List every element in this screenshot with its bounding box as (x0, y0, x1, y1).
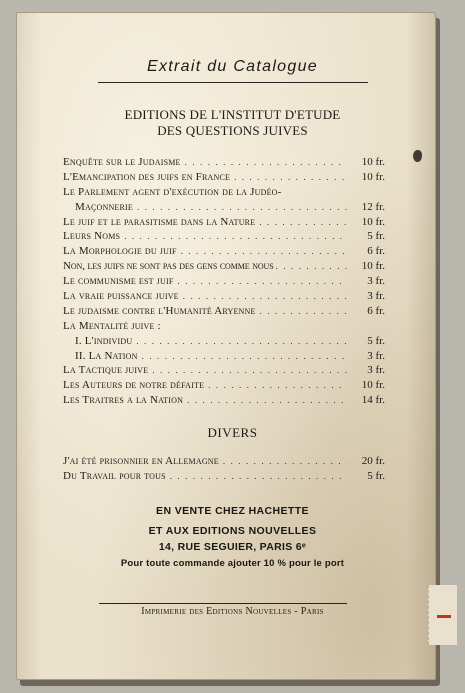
catalogue-row (63, 186, 385, 201)
catalogue-title-text: Le judaisme contre l'Humanité Aryenne (63, 304, 256, 317)
catalogue-price: 10 fr. (361, 379, 385, 392)
catalogue-row (63, 275, 385, 290)
divers-title-text: J'ai été prisonnier en Allemagne (63, 455, 219, 467)
catalogue-title: Extrait du Catalogue (147, 58, 318, 75)
catalogue-price: 5 fr. (367, 230, 385, 243)
catalogue-row (63, 320, 385, 335)
catalogue-title-text: Non, les juifs ne sont pas des gens comme nous (63, 260, 274, 273)
publisher-heading (0, 107, 465, 139)
footer-rule (99, 603, 347, 604)
catalogue-price: 10 fr. (361, 215, 385, 228)
catalogue-row (63, 394, 385, 409)
catalogue-title-text: Les Auteurs de notre défaite (63, 379, 205, 392)
catalogue-price: 10 fr. (361, 260, 385, 273)
catalogue-row (63, 364, 385, 379)
catalogue-row (63, 201, 385, 216)
catalogue-title-text: Leurs Noms (63, 230, 121, 243)
title-rule (98, 82, 368, 83)
divers-row (63, 470, 385, 485)
catalogue-row (63, 335, 385, 350)
catalogue-title-text: Le Parlement agent d'exécution de la Judéo- (63, 185, 282, 198)
publisher-line-1: EDITIONS DE L'INSTITUT D'ETUDE (124, 107, 341, 122)
divers-title-text: Du Travail pour tous (63, 469, 166, 482)
divers-price: 20 fr. (361, 455, 385, 467)
catalogue-title-text: Enquête sur le Judaisme (63, 156, 181, 168)
publisher-line-2: DES QUESTIONS JUIVES (157, 123, 308, 138)
catalogue-row (63, 156, 385, 171)
catalogue-title-text: L'Emancipation des juifs en France (63, 170, 231, 183)
divers-list (63, 455, 385, 485)
catalogue-price: 12 fr. (361, 200, 385, 213)
divers-row (63, 455, 385, 470)
divers-heading: DIVERS (207, 425, 258, 440)
catalogue-title-text: Le juif et le parasitisme dans la Nature (63, 215, 256, 228)
page-hole (413, 150, 422, 162)
catalogue-row (63, 290, 385, 305)
catalogue-price: 3 fr. (367, 349, 385, 362)
catalogue-title-text: La Tactique juive (63, 364, 149, 377)
catalogue-title-text: La Mentalité juive : (63, 319, 161, 332)
catalogue-price: 10 fr. (361, 156, 385, 168)
catalogue-title-text: I. L'individu (75, 334, 133, 347)
divers-price: 5 fr. (367, 469, 385, 482)
catalogue-title-text: Le communisme est juif (63, 275, 174, 288)
catalogue-title-text: II. La Nation (75, 349, 138, 362)
catalogue-title-text: La vraie puissance juive (63, 290, 179, 303)
catalogue-row (63, 379, 385, 394)
catalogue-price: 6 fr. (367, 245, 385, 258)
catalogue-price: 10 fr. (361, 170, 385, 183)
catalogue-row (63, 305, 385, 320)
catalogue-title-text: La Morphologie du juif (63, 245, 177, 258)
sales-line-hachette: EN VENTE CHEZ HACHETTE (156, 505, 309, 517)
catalogue-list (63, 156, 385, 409)
catalogue-row (63, 230, 385, 245)
catalogue-price: 3 fr. (367, 290, 385, 303)
catalogue-row (63, 171, 385, 186)
catalogue-title-text: Les Traitres a la Nation (63, 394, 184, 407)
catalogue-price: 14 fr. (361, 394, 385, 407)
catalogue-price: 3 fr. (367, 364, 385, 377)
catalogue-price: 6 fr. (367, 304, 385, 317)
sales-line-address: 14, RUE SEGUIER, PARIS 6ᵉ (158, 541, 307, 553)
catalogue-row (63, 260, 385, 275)
catalogue-row (63, 350, 385, 365)
imprint-line: Imprimerie des Editions Nouvelles - Paris (141, 606, 324, 617)
catalogue-price: 5 fr. (367, 334, 385, 347)
sales-line-editions: ET AUX EDITIONS NOUVELLES (148, 525, 317, 537)
catalogue-row (63, 245, 385, 260)
catalogue-price: 3 fr. (367, 275, 385, 288)
sales-line-shipping: Pour toute commande ajouter 10 % pour le port (120, 558, 345, 569)
catalogue-row (63, 216, 385, 231)
catalogue-title-text: Maçonnerie (75, 200, 133, 213)
